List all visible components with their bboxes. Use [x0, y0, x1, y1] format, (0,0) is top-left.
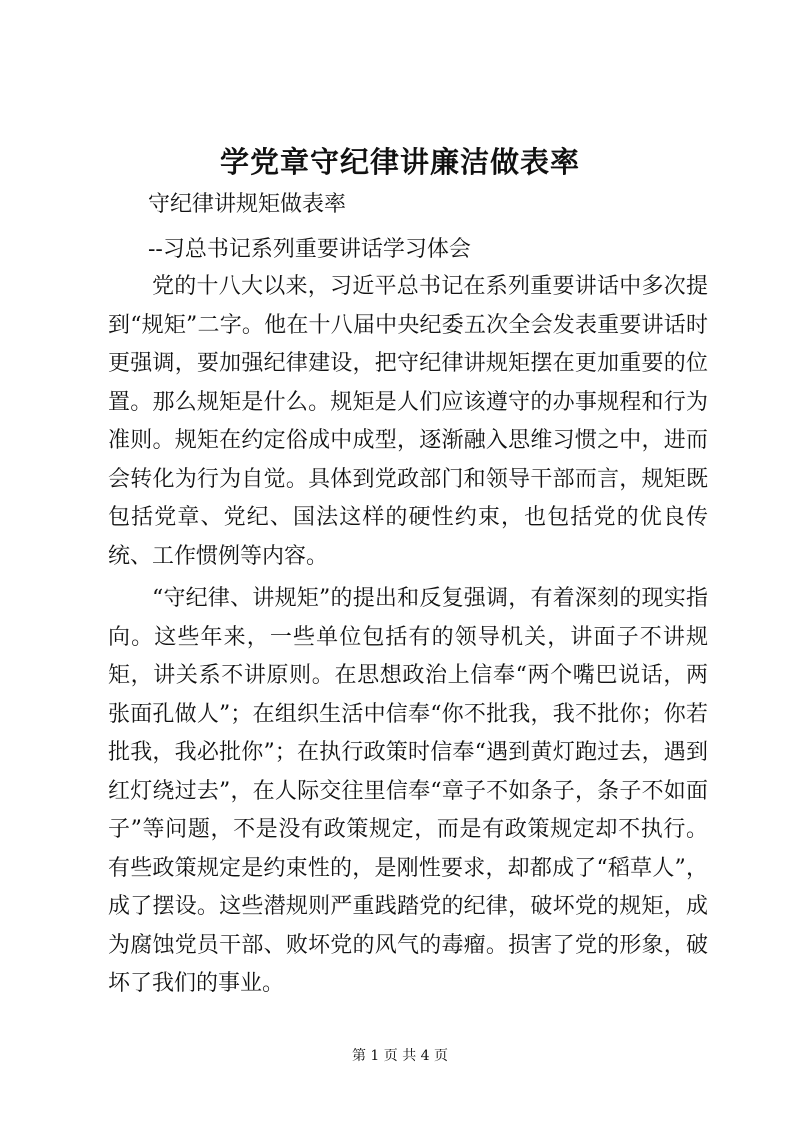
document-body — [108, 268, 708, 1004]
body-paragraph: 党的十八大以来，习近平总书记在系列重要讲话中多次提到“规矩”二字。他在十八届中央纪委五次全会发表重要讲话时更强调，要加强纪律建设，把守纪律讲规矩摆在更加重要的位置。那么规矩是什么。规矩是人们应该遵守的办事规程和行为准则。规矩在约定俗成中成型，逐渐融入思维习惯之中，进而会转化为行为自觉。具体到党政部门和领导干部而言，规矩既包括党章、党纪、国法这样的硬性约束，也包括党的优良传统、工作惯例等内容。 — [108, 274, 708, 569]
body-paragraph: “守纪律、讲规矩”的提出和反复强调，有着深刻的现实指向。这些年来，一些单位包括有的领导机关，讲面子不讲规矩，讲关系不讲原则。在思想政治上信奉“两个嘴巴说话，两张面孔做人”；在组织生活中信奉“你不批我，我不批你；你若批我，我必批你”；在执行政策时信奉“遇到黄灯跑过去，遇到红灯绕过去”，在人际交往里信奉“章子不如条子，条子不如面子”等问题，不是没有政策规定，而是有政策规定却不执行。有些政策规定是约束性的，是刚性要求，却都成了“稻草人”，成了摆设。这些潜规则严重践踏党的纪律，破坏党的规矩，成为腐蚀党员干部、败坏党的风气的毒瘤。损害了党的形象，破坏了我们的事业。 — [108, 586, 708, 996]
document-byline: --习总书记系列重要讲话学习体会 — [148, 237, 471, 262]
document-title: 学党章守纪律讲廉洁做表率 — [219, 145, 580, 179]
document-subtitle: 守纪律讲规矩做表率 — [148, 192, 347, 217]
page-indicator: 第 1 页 共 4 页 — [351, 1048, 449, 1064]
